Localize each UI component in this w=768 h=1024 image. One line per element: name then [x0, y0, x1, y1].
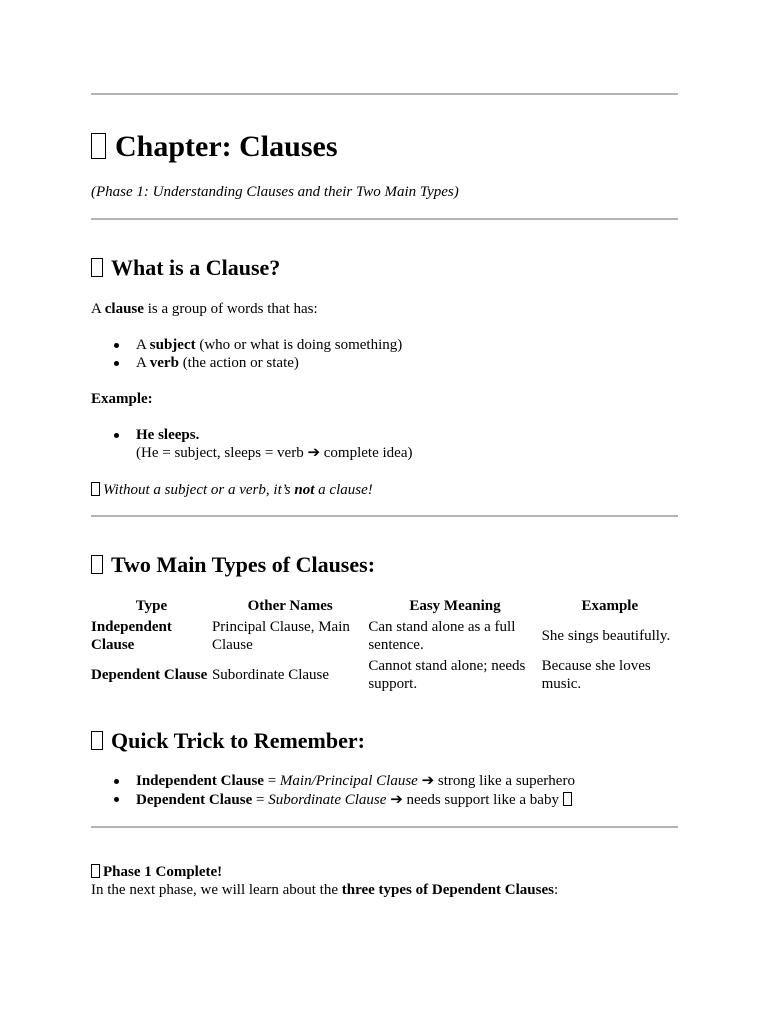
page-title: Chapter: Clauses: [91, 129, 338, 165]
section-heading-quick-trick: Quick Trick to Remember:: [91, 727, 365, 755]
table-row: [91, 617, 678, 656]
list-item: He sleeps. (He = subject, sleeps = verb ➔ complete idea): [91, 426, 412, 462]
pin-icon: [91, 555, 103, 574]
table-cell: She sings beautifully.: [541, 628, 671, 644]
table-cell: Can stand alone as a full sentence.: [368, 619, 516, 653]
table-header: Other Names: [247, 598, 333, 614]
example-label: Example:: [91, 391, 153, 407]
divider: [91, 515, 678, 517]
book-icon: [91, 133, 106, 159]
pin-icon: [91, 731, 103, 750]
divider: [91, 826, 678, 828]
trick-list: [91, 772, 575, 809]
check-icon: [91, 864, 100, 878]
clause-definition: A clause is a group of words that has:: [91, 301, 318, 317]
table-cell: Because she loves music.: [541, 658, 651, 692]
table-header-row: [91, 597, 678, 617]
cross-icon: [91, 482, 100, 496]
table-header: Easy Meaning: [409, 598, 501, 614]
section-heading-what-is-clause: What is a Clause?: [91, 254, 280, 282]
clause-note: Without a subject or a verb, it’s not a clause!: [91, 480, 373, 499]
table-row: [91, 656, 678, 695]
table-cell: Cannot stand alone; needs support.: [368, 658, 526, 692]
list-item: A verb (the action or state): [91, 354, 402, 372]
table-cell: Principal Clause, Main Clause: [211, 619, 350, 653]
list-item: A subject (who or what is doing something): [91, 336, 402, 354]
clause-types-table: [91, 597, 678, 695]
list-item: Dependent Clause = Subordinate Clause ➔ needs support like a baby: [91, 790, 575, 809]
phase-complete: Phase 1 Complete!: [91, 862, 222, 881]
list-item: Independent Clause = Main/Principal Clause ➔ strong like a superhero: [91, 772, 575, 790]
table-cell: Subordinate Clause: [211, 667, 330, 683]
example-list: [91, 426, 412, 462]
table-header: Example: [581, 598, 639, 614]
pin-icon: [91, 258, 103, 277]
divider: [91, 218, 678, 220]
table-header: Type: [135, 598, 168, 614]
table-cell: Dependent Clause: [91, 667, 208, 683]
page-subtitle: (Phase 1: Understanding Clauses and their Two Main Types): [91, 184, 459, 200]
baby-icon: [563, 792, 572, 806]
next-phase-text: In the next phase, we will learn about the three types of Dependent Clauses:: [91, 882, 559, 898]
table-cell: Independent Clause: [91, 619, 172, 653]
divider: [91, 93, 678, 95]
clause-parts-list: [91, 336, 402, 372]
section-heading-types: Two Main Types of Clauses:: [91, 551, 375, 579]
